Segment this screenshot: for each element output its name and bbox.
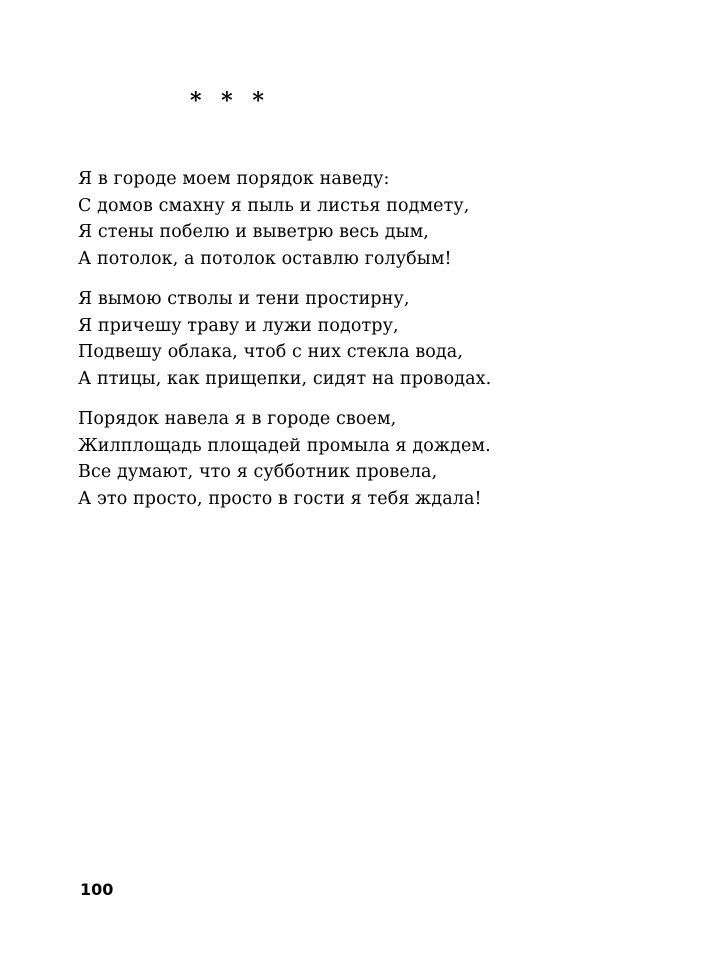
poem-line: Я причешу траву и лужи подотру, [78, 315, 399, 336]
poem-line: Я в городе моем порядок наведу: [78, 169, 390, 189]
poem-line: Я стены побелю и выветрю весь дым, [78, 222, 429, 242]
poem-line: Жилплощадь площадей промыла я дождем. [78, 435, 491, 456]
poem-line: С домов смахну я пыль и листья подмету, [78, 195, 470, 216]
poem-line: Порядок навела я в городе своем, [78, 409, 397, 429]
poem-line: Все думают, что я субботник провела, [78, 462, 438, 482]
stanza-2 [78, 286, 678, 392]
section-separator: * * * [190, 88, 270, 114]
poem-line: Подвешу облака, чтоб с них стекла вода, [78, 342, 463, 362]
poem-line: А потолок, а потолок оставлю голубым! [78, 248, 452, 269]
stanza-1 [78, 166, 678, 272]
poem-line: А это просто, просто в гости я тебя ждала! [78, 488, 482, 509]
poem-line: Я вымою стволы и тени простирну, [78, 289, 410, 309]
poem [78, 166, 678, 526]
page-number: 100 [80, 880, 114, 899]
poem-line: А птицы, как прищепки, сидят на проводах. [78, 368, 492, 389]
stanza-3 [78, 406, 678, 512]
